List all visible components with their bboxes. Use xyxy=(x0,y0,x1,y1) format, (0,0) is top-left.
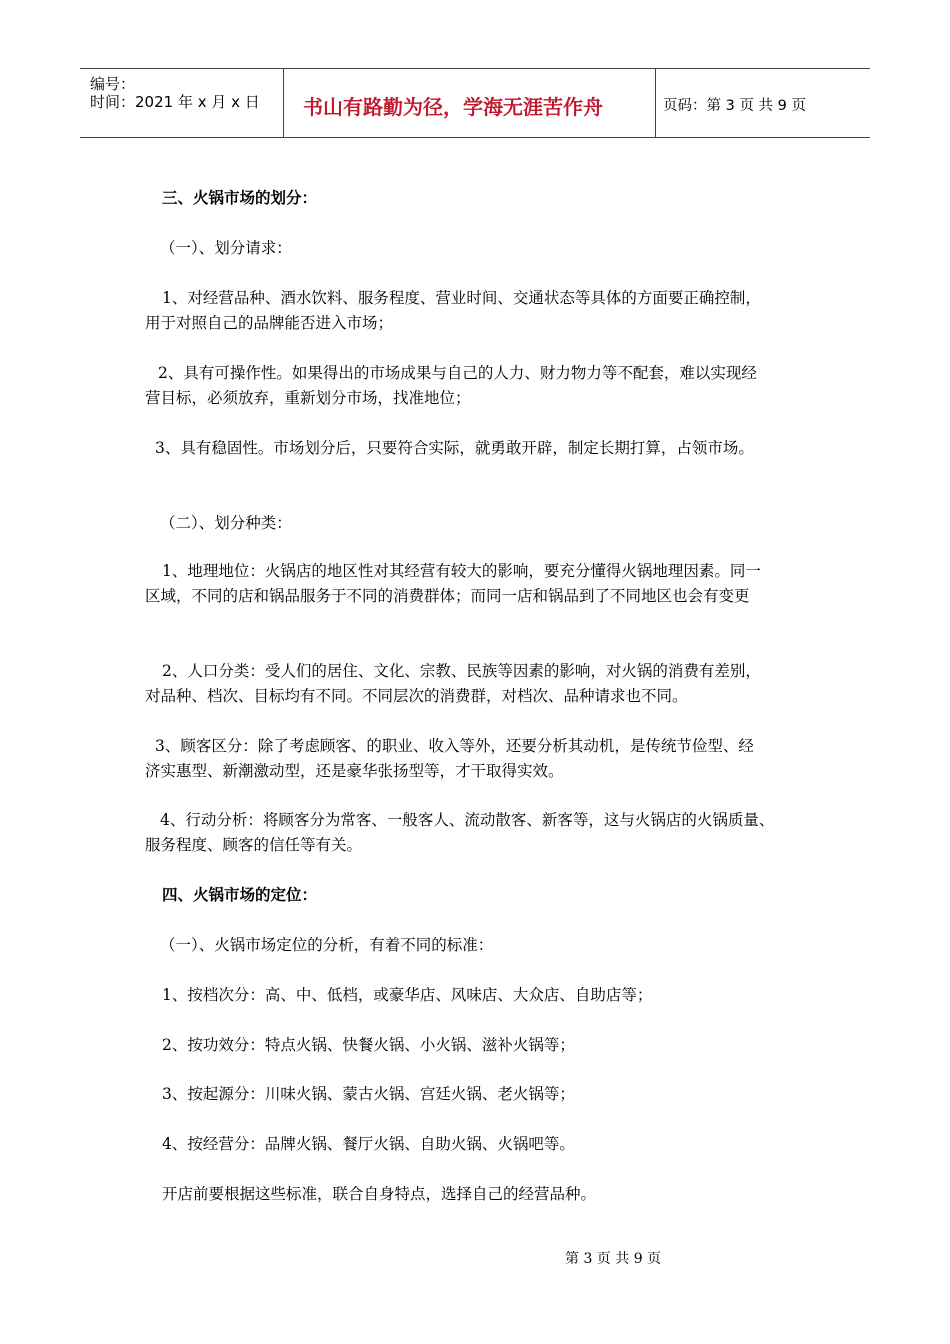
header-motto-cell xyxy=(283,69,656,137)
list-item: 3、按起源分：川味火锅、蒙古火锅、宫廷火锅、老火锅等； xyxy=(162,1085,575,1103)
document-header xyxy=(80,68,870,138)
section-heading-3: 三、火锅市场的划分： xyxy=(162,189,318,207)
header-page-info: 页码：第 3 页 共 9 页 xyxy=(663,98,806,114)
paragraph-line: 用于对照自己的品牌能否进入市场； xyxy=(145,314,394,332)
paragraph-line: 区域，不同的店和锅品服务于不同的消费群体；而同一店和锅品到了不同地区也会有变更 xyxy=(145,587,750,605)
date-label: 时间：2021 年 x 月 x 日 xyxy=(90,93,260,111)
paragraph-line: 服务程度、顾客的信任等有关。 xyxy=(145,836,363,854)
paragraph-line: 开店前要根据这些标准，联合自身特点，选择自己的经营品种。 xyxy=(162,1185,597,1203)
paragraph-line: 2、具有可操作性。如果得出的市场成果与自己的人力、财力物力等不配套，难以实现经 xyxy=(158,364,757,382)
paragraph-line: 3、顾客区分：除了考虑顾客、的职业、收入等外，还要分析其动机，是传统节俭型、经 xyxy=(155,737,754,755)
paragraph-line: 3、具有稳固性。市场划分后，只要符合实际，就勇敢开辟，制定长期打算，占领市场。 xyxy=(155,439,754,457)
paragraph-line: 2、人口分类：受人们的居住、文化、宗教、民族等因素的影响，对火锅的消费有差别， xyxy=(162,662,761,680)
header-meta-cell xyxy=(80,69,284,137)
paragraph-line: 对品种、档次、目标均有不同。不同层次的消费群，对档次、品种请求也不同。 xyxy=(145,687,688,705)
paragraph-line: 营目标，必须放弃，重新划分市场，找准地位； xyxy=(145,389,471,407)
list-item: 1、按档次分：高、中、低档，或豪华店、风味店、大众店、自助店等； xyxy=(162,986,653,1004)
paragraph-line: 1、对经营品种、酒水饮料、服务程度、营业时间、交通状态等具体的方面要正确控制， xyxy=(162,289,761,307)
list-item: 2、按功效分：特点火锅、快餐火锅、小火锅、滋补火锅等； xyxy=(162,1036,575,1054)
number-label: 编号： xyxy=(90,75,136,93)
section-heading-4: 四、火锅市场的定位： xyxy=(162,886,318,904)
paragraph-line: 济实惠型、新潮激动型，还是豪华张扬型等，才干取得实效。 xyxy=(145,762,564,780)
motto-text: 书山有路勤为径，学海无涯苦作舟 xyxy=(303,95,603,119)
paragraph-line: 4、行动分析：将顾客分为常客、一般客人、流动散客、新客等，这与火锅店的火锅质量、 xyxy=(160,811,775,829)
list-item: 4、按经营分：品牌火锅、餐厅火锅、自助火锅、火锅吧等。 xyxy=(162,1135,575,1153)
header-page-cell xyxy=(655,69,870,137)
subheading-3: （一）、火锅市场定位的分析，有着不同的标准： xyxy=(160,936,494,954)
page-footer: 第 3 页 共 9 页 xyxy=(565,1251,662,1267)
subheading-2: （二）、划分种类： xyxy=(160,514,292,532)
paragraph-line: 1、地理地位：火锅店的地区性对其经营有较大的影响，要充分懂得火锅地理因素。同一 xyxy=(162,562,761,580)
subheading-1: （一）、划分请求： xyxy=(160,239,292,257)
